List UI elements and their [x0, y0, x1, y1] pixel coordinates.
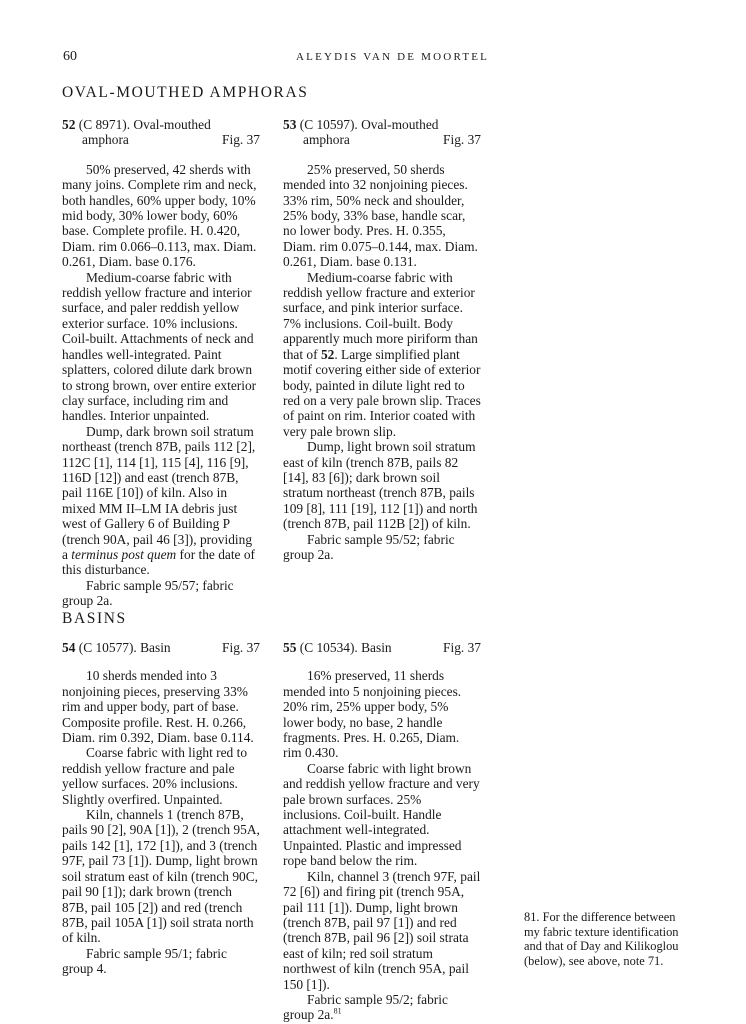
- entry-sample: Fabric sample 95/57; fabric group 2a.: [62, 577, 234, 609]
- entry-title: (C 10597). Oval-mouthed: [296, 117, 439, 132]
- cross-reference: 52: [320, 346, 335, 362]
- entry-title: (C 10534). Basin: [296, 640, 392, 655]
- figure-reference: Fig. 37: [443, 640, 481, 655]
- entry-heading: [283, 640, 481, 655]
- entry-title: (C 10577). Basin: [75, 640, 171, 655]
- section-title-amphoras: OVAL-MOUTHED AMPHORAS: [62, 84, 309, 101]
- entry-heading: [62, 117, 260, 148]
- footnote-marker: 81: [333, 1006, 342, 1016]
- entry-title-cont: amphora: [82, 132, 129, 148]
- italic-term: terminus post quem: [71, 546, 177, 562]
- entry-preservation: 50% preserved, 42 sherds with many joins. Complete rim and neck, both handles, 60% upper body, 10% mid body, 30% lower body, 60% base. Complete profile. H. 0.420, Diam. rim 0.066–0.113, max. Diam. 0.261, Diam. base 0.176.: [62, 161, 257, 270]
- entry-preservation: 10 sherds mended into 3 nonjoining pieces, preserving 33% rim and upper body, part of base. Composite profile. Rest. H. 0.266, Diam. rim 0.392, Diam. base 0.114.: [62, 668, 254, 746]
- section-title-basins: BASINS: [62, 610, 127, 627]
- entry-sample: Fabric sample 95/2; fabric group 2a.$^{81}$: [283, 991, 448, 1023]
- entry-number: 54: [62, 640, 76, 655]
- catalog-entry-54: [62, 640, 260, 977]
- entry-title: (C 8971). Oval-mouthed: [75, 117, 211, 132]
- entry-heading: [62, 640, 260, 655]
- footnote-81: 81. For the difference between my fabric texture identification and that of Day and Kilikoglou (below), see above, note 71.: [524, 910, 679, 968]
- catalog-entry-55: [283, 640, 481, 1023]
- entry-preservation: 16% preserved, 11 sherds mended into 5 nonjoining pieces. 20% rim, 25% upper body, 5% lower body, no base, 2 handle fragments. Pres. H. 0.265, Diam. rim 0.430.: [283, 668, 462, 761]
- entry-heading: [283, 117, 481, 148]
- entry-findspot: Dump, light brown soil stratum east of kiln (trench 87B, pails 82 [14], 83 [6]); dark brown soil stratum northeast (trench 87B, pails 109 [8], 111 [19], 112 [1]) and north (trench 87B, pail 112B [2]) of kiln.: [283, 439, 478, 532]
- entry-findspot: Kiln, channel 3 (trench 97F, pail 72 [6]) and firing pit (trench 95A, pail 111 [1]). Dump, light brown (trench 87B, pail 97 [1]) and red (trench 87B, pail 96 [2]) soil strata east of kiln; red soil stratum northwest of kiln (trench 95A, pail 150 [1]).: [283, 868, 481, 992]
- entry-fabric: Coarse fabric with light brown and reddish yellow fracture and very pale brown surfaces. 25% inclusions. Coil-built. Handle attachment well-integrated. Unpainted. Plastic and impressed rope band below the rim.: [283, 760, 480, 869]
- figure-reference: Fig. 37: [443, 132, 481, 148]
- page-number: 60: [63, 49, 77, 64]
- entry-number: 55: [283, 640, 297, 655]
- entry-sample: Fabric sample 95/1; fabric group 4.: [62, 945, 227, 977]
- entry-sample: Fabric sample 95/52; fabric group 2a.: [283, 531, 455, 562]
- entry-number: 53: [283, 117, 297, 132]
- entry-findspot: Dump, dark brown soil stratum northeast (trench 87B, pails 112 [2], 112C [1], 114 [1], 115 [4], 116 [9], 116D [12]) and east (trench 87B, pail 116E [10]) of kiln. Also in mixed MM II–LM IA debris just west of Gallery 6 of Building P (trench 90A, pail 46 [3]), providing a terminus post quem for the date of this disturbance.: [62, 423, 256, 578]
- catalog-entry-53: [283, 117, 481, 562]
- entry-number: 52: [62, 117, 76, 132]
- entry-fabric: Medium-coarse fabric with reddish yellow fracture and interior surface, and paler reddish yellow exterior surface. 10% inclusions. Coil-built. Attachments of neck and handles well-integrated. Paint splatters, colored dilute dark brown to strong brown, over entire exterior clay surface, including rim and handles. Interior unpainted.: [62, 269, 257, 424]
- figure-reference: Fig. 37: [222, 132, 260, 148]
- entry-fabric: Coarse fabric with light red to reddish yellow fracture and pale yellow surfaces. 20% inclusions. Slightly overfired. Unpainted.: [62, 745, 248, 807]
- entry-findspot: Kiln, channels 1 (trench 87B, pails 90 [2], 90A [1]), 2 (trench 95A, pails 142 [1], 172 [1]), and 3 (trench 97F, pail 73 [1]). Dump, light brown soil stratum east of kiln (trench 90C, pail 90 [1]); dark brown (trench 87B, pail 105 [2]) and red (trench 87B, pail 105A [1]) soil strata north of kiln.: [62, 807, 260, 946]
- figure-reference: Fig. 37: [222, 640, 260, 655]
- entry-preservation: 25% preserved, 50 sherds mended into 32 nonjoining pieces. 33% rim, 50% neck and shoulder, 25% body, 33% base, handle scar, no lower body. Pres. H. 0.355, Diam. rim 0.075–0.144, max. Diam. 0.261, Diam. base 0.131.: [283, 161, 478, 270]
- catalog-entry-52: [62, 117, 260, 609]
- running-head: ALEYDIS VAN DE MOORTEL: [296, 51, 490, 63]
- entry-fabric: Medium-coarse fabric with reddish yellow fracture and exterior surface, and pink interior surface. 7% inclusions. Coil-built. Body apparently much more piriform than that of 52. Large simplified plant motif covering either side of exterior body, painted in dilute light red to red on a very pale brown slip. Traces of paint on rim. Interior coated with very pale brown slip.: [283, 269, 481, 439]
- entry-title-cont: amphora: [303, 132, 350, 148]
